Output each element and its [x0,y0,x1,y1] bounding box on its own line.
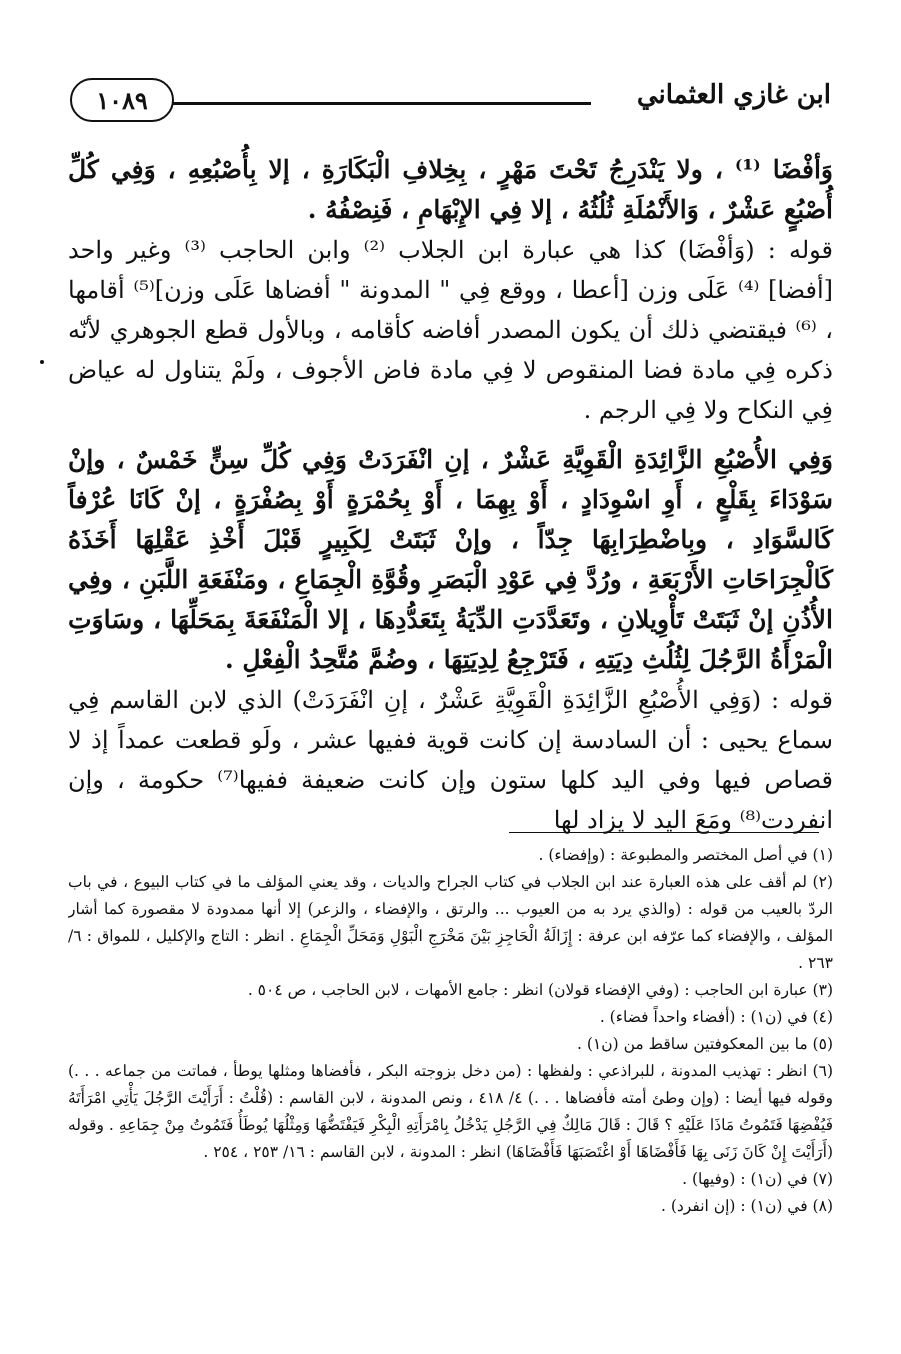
page-header [70,78,831,128]
footnotes [68,842,833,1220]
footnote: (٦) انظر : تهذيب المدونة ، للبراذعي : ولفظها : (من دخل بزوجته البكر ، فأفضاها ومثلها يوطأ ، فماتت من جماعه . . .) وقوله فيها أيضا : (وإن وطئ أمته فأفضاها . . .) ٤/ ٤١٨ ، ونص المدونة ، لابن القاسم : (قُلْتُ : أَرَأَيْتَ الرَّجُلَ يَأْتِي امْرَأَتَهُ فَيُفْضِهَا فَتَمُوتُ مَاذَا عَلَيْهِ ؟ قَالَ : قَالَ مَالِكٌ فِي الرَّجُلِ يَدْخُلُ بِامْرَأَتِهِ الْبِكْرِ فَيَفْتَضُّهَا وَمِثْلُهَا يُوطَأُ فَتَمُوتُ مِنْ جِمَاعِهِ . وقوله (أَرَأَيْتَ إِنْ كَانَ زَنَى بِهَا فَأَفْضَاهَا أَوْ اغْتَصَبَهَا فَأَفْضَاهَا) انظر : المدونة ، لابن القاسم : ١٦/ ٢٥٣ ، ٢٥٤ . [68,1062,833,1161]
matn-paragraph: وَفِي الأُصْبُعِ الزَّائِدَةِ الْقَوِيَّةِ عَشْرٌ ، إنِ انْفَرَدَتْ وَفِي كُلِّ سِنٍّ خَمْسٌ ، وإنْ سَوْدَاءَ بِقَلْعٍ ، أَوِ اسْوِدَادٍ ، أَوْ بِهِمَا ، أَوْ بِحُمْرَةٍ أَوْ بِصُفْرَةٍ ، إنْ كَانَا عُرْفاً كَالسَّوَادِ ، وبِاضْطِرَابِهَا جِدّاً ، وإنْ ثَبَتَتْ لِكَبِيرٍ قَبْلَ أَخْذِ عَقْلِهَا أَخَذَهُ كَالْجِرَاحَاتِ الأَرْبَعَةِ ، ورُدَّ فِي عَوْدِ الْبَصَرِ وقُوَّةِ الْجِمَاعِ ، ومَنْفَعَةِ اللَّبَنِ ، وفِي الأُذُنِ إنْ ثَبَتَتْ تَأْوِيلانِ ، وتَعَدَّدَتِ الدِّيَةُ بِتَعَدُّدِهَا ، إلا الْمَنْفَعَةَ بِمَحَلِّهَا ، وسَاوَتِ الْمَرْأَةُ الرَّجُلَ لِثُلُثِ دِيَتِهِ ، فَتَرْجِعُ لِدِيَتِهَا ، وضُمَّ مُتَّحِدُ الْفِعْلِ . [68,445,833,674]
stray-dot [40,360,44,364]
footnote: (٢) لم أقف على هذه العبارة عند ابن الجلاب في كتاب الجراح والديات ، وقد يعني المؤلف ما في كتاب البيوع ، في باب الردّ بالعيب من قوله : (والذي يرد به من العيوب ... والرتق ، والإفضاء ، والزعر) إلا أنها ممدودة لا مقصورة كما أشار المؤلف ، والإفضاء كما عرّفه ابن عرفة : إِزَالَةُ الْحَاجِزِ بَيْنَ مَخْرَجِ الْبَوْلِ وَمَحَلِّ الْجِمَاعِ . انظر : التاج والإكليل ، للمواق : ٦/ ٢٦٣ . [68,873,833,972]
header-rule [165,102,591,105]
main-text [68,150,833,840]
footnote: (٥) ما بين المعكوفتين ساقط من (ن١) . [576,1035,833,1053]
footnote: (٧) في (ن١) : (وفيها) . [682,1170,833,1188]
footnote: (٣) عبارة ابن الحاجب : (وفي الإفضاء قولان) انظر : جامع الأمهات ، لابن الحاجب ، ص ٥٠٤ . [247,981,833,999]
footnote: (٨) في (ن١) : (إن انفرد) . [661,1197,833,1215]
footnote-separator [509,832,819,833]
running-title: ابن غازي العثماني [636,80,831,110]
matn-paragraph: وَأفْضَا ⁽¹⁾ ، ولا يَنْدَرِجُ تَحْتَ مَهْرٍ ، بِخِلافِ الْبَكَارَةِ ، إلا بِأُصْبُعِهِ ، وَفِي كُلِّ أُصْبُعٍ عَشْرٌ ، وَالأَنْمُلَةِ ثُلُثُهُ ، إلا فِي الإِبْهَامِ ، فَنِصْفُهُ . [68,155,833,224]
footnote: (٤) في (ن١) : (أفضاء واحداً فضاء) . [599,1008,833,1026]
page-number: ١٠٨٩ [70,78,174,122]
commentary-paragraph: قوله : (وَأفْضَا) كذا هي عبارة ابن الجلاب ⁽²⁾ وابن الحاجب ⁽³⁾ وغير واحد [أفضا] ⁽⁴⁾ عَلَى وزن [أعطا ، ووقع فِي " المدونة " أفضاها عَلَى وزن]⁽⁵⁾ أقامها ، ⁽⁶⁾ فيقتضي ذلك أن يكون المصدر أفاضه كأقامه ، وبالأول قطع الجوهري لأنّه ذكره فِي مادة فضا المنقوص لا فِي مادة فاض الأجوف ، ولَمْ يتناول له عياض فِي النكاح ولا فِي الرجم . [68,236,834,424]
footnote: (١) في أصل المختصر والمطبوعة : (وإفضاء) . [538,846,833,864]
commentary-paragraph: قوله : (وَفِي الأُصْبُعِ الزَّائِدَةِ الْقَوِيَّةِ عَشْرٌ ، إنِ انْفَرَدَتْ) الذي لابن القاسم فِي سماع يحيى : أن السادسة إن كانت قوية ففيها عشر ، ولَو قطعت عمداً إذ لا قصاص فيها وفي اليد كلها ستون وإن كانت ضعيفة ففيها⁽⁷⁾ حكومة ، وإن انفردت⁽⁸⁾ ومَعَ اليد لا يزاد لها [68,686,833,834]
